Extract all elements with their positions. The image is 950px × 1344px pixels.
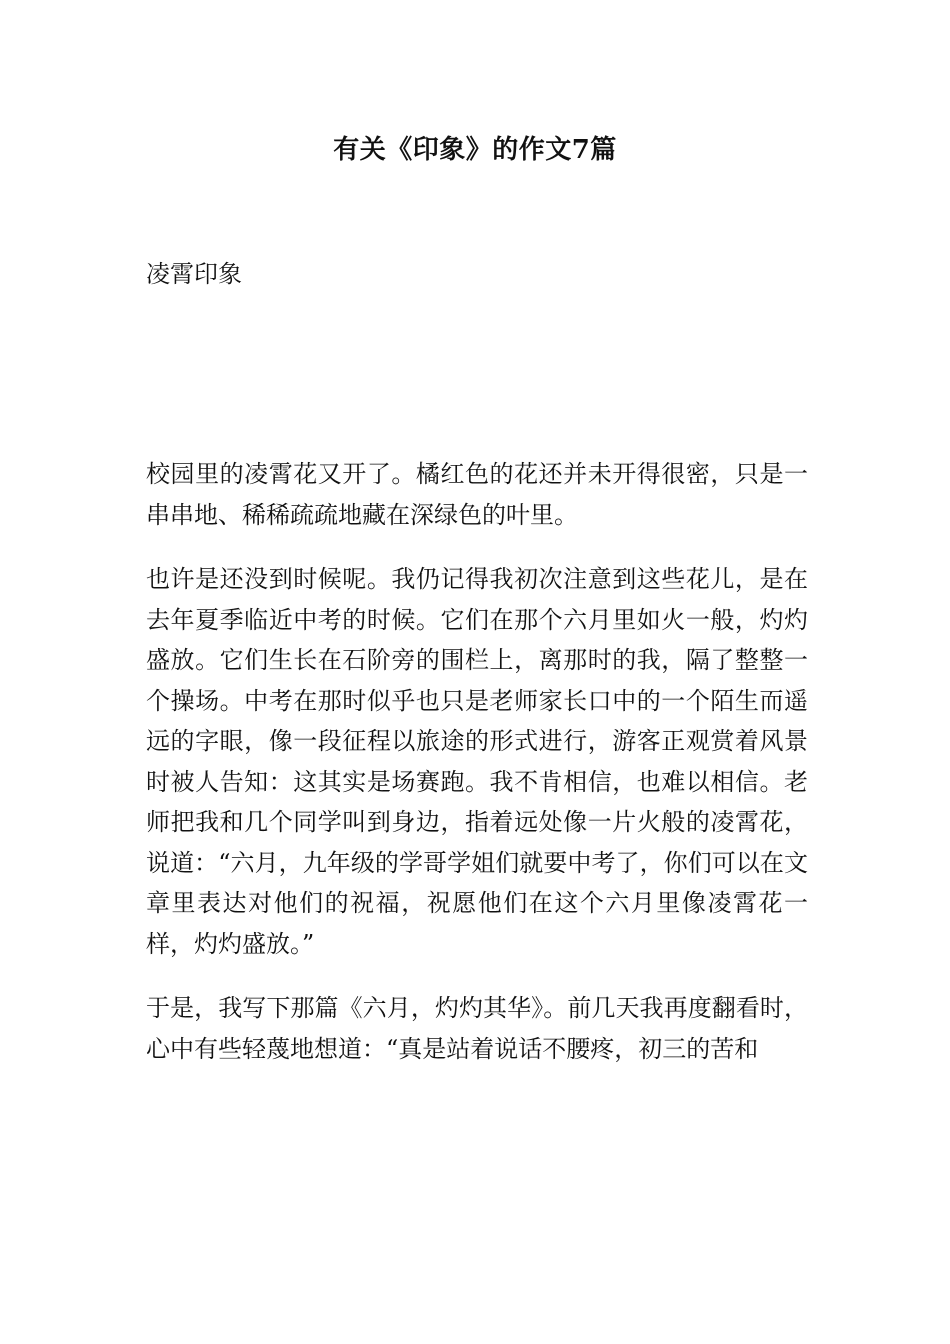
paragraph-2: 也许是还没到时候呢。我仍记得我初次注意到这些花儿，是在去年夏季临近中考的时候。它们在那个六月里如火一般，灼灼盛放。它们生长在石阶旁的围栏上，离那时的我，隔了整整一个操场。中考在那时似乎也只是老师家长口中的一个陌生而遥远的字眼，像一段征程以旅途的形式进行，游客正观赏着风景时被人告知：这其实是场赛跑。我不肯相信，也难以相信。老师把我和几个同学叫到身边，指着远处像一片火般的凌霄花，说道：“六月，九年级的学哥学姐们就要中考了，你们可以在文章里表达对他们的祝福，祝愿他们在这个六月里像凌霄花一样，灼灼盛放。” [146,565,808,958]
paragraph-1: 校园里的凌霄花又开了。橘红色的花还并未开得很密，只是一串串地、稀稀疏疏地藏在深绿色的叶里。 [146,460,808,529]
essay-subtitle: 凌霄印象 [146,260,242,288]
paragraph-3: 于是，我写下那篇《六月，灼灼其华》。前几天我再度翻看时，心中有些轻蔑地想道：“真是站着说话不腰疼，初三的苦和 [146,994,808,1063]
essay-body [146,454,808,1093]
document-title: 有关《印象》的作文7篇 [333,135,617,165]
